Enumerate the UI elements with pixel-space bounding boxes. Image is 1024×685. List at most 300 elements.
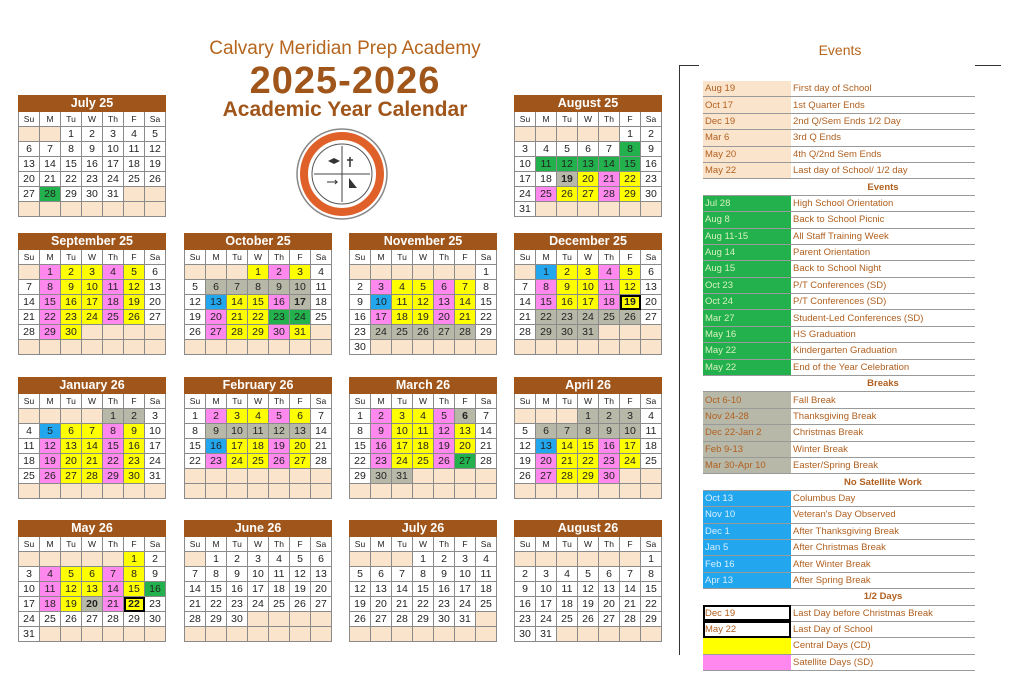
day-cell: 2 bbox=[124, 409, 145, 424]
empty-cell bbox=[82, 409, 103, 424]
weekday-label: Th bbox=[599, 537, 620, 552]
empty-cell bbox=[371, 340, 392, 355]
weekday-label: Sa bbox=[145, 250, 166, 265]
day-cell: 14 bbox=[311, 424, 332, 439]
day-cell: 30 bbox=[227, 612, 248, 627]
day-cell: 28 bbox=[557, 469, 578, 484]
weekday-label: F bbox=[290, 537, 311, 552]
day-cell: 23 bbox=[124, 454, 145, 469]
weekday-label: Su bbox=[350, 537, 371, 552]
event-description: First day of School bbox=[791, 81, 975, 97]
day-cell: 10 bbox=[145, 424, 166, 439]
day-cell: 25 bbox=[557, 612, 578, 627]
day-cell: 18 bbox=[392, 310, 413, 325]
weekday-label: F bbox=[124, 112, 145, 127]
day-cell: 23 bbox=[61, 310, 82, 325]
weekday-label: Th bbox=[103, 394, 124, 409]
day-cell: 3 bbox=[515, 142, 536, 157]
day-cell: 7 bbox=[103, 567, 124, 582]
day-cell: 29 bbox=[536, 325, 557, 340]
day-cell: 2 bbox=[350, 280, 371, 295]
weekday-label: Th bbox=[599, 112, 620, 127]
day-cell: 25 bbox=[599, 310, 620, 325]
day-cell: 18 bbox=[248, 439, 269, 454]
empty-cell bbox=[455, 484, 476, 499]
empty-cell bbox=[641, 202, 662, 217]
day-cell: 17 bbox=[515, 172, 536, 187]
month-calendar bbox=[18, 377, 166, 499]
event-date: Nov 10 bbox=[703, 507, 791, 523]
empty-cell bbox=[641, 627, 662, 642]
empty-cell bbox=[61, 409, 82, 424]
empty-cell bbox=[620, 469, 641, 484]
empty-cell bbox=[434, 469, 455, 484]
event-date: Oct 24 bbox=[703, 294, 791, 310]
empty-cell bbox=[227, 627, 248, 642]
day-cell: 22 bbox=[248, 310, 269, 325]
empty-cell bbox=[19, 127, 40, 142]
weekday-label: Th bbox=[269, 537, 290, 552]
event-date: Aug 11-15 bbox=[703, 228, 791, 244]
empty-cell bbox=[413, 627, 434, 642]
empty-cell bbox=[434, 627, 455, 642]
event-date: Apr 13 bbox=[703, 572, 791, 588]
day-cell: 13 bbox=[536, 439, 557, 454]
day-cell: 8 bbox=[248, 280, 269, 295]
empty-cell bbox=[40, 627, 61, 642]
day-cell: 9 bbox=[124, 424, 145, 439]
weekday-label: Sa bbox=[311, 537, 332, 552]
month-calendar bbox=[18, 520, 166, 642]
day-cell: 25 bbox=[40, 612, 61, 627]
empty-cell bbox=[455, 627, 476, 642]
event-row bbox=[703, 556, 975, 572]
weekday-label: Tu bbox=[557, 394, 578, 409]
day-cell: 16 bbox=[145, 582, 166, 597]
day-cell: 24 bbox=[620, 454, 641, 469]
weekday-label: M bbox=[371, 537, 392, 552]
empty-cell bbox=[145, 627, 166, 642]
day-cell: 21 bbox=[19, 310, 40, 325]
day-cell: 19 bbox=[413, 310, 434, 325]
empty-cell bbox=[350, 265, 371, 280]
empty-cell bbox=[124, 484, 145, 499]
empty-cell bbox=[578, 202, 599, 217]
day-cell: 17 bbox=[145, 439, 166, 454]
day-cell: 12 bbox=[578, 582, 599, 597]
day-cell: 8 bbox=[185, 424, 206, 439]
event-description: 3rd Q Ends bbox=[791, 130, 975, 146]
day-cell: 24 bbox=[248, 597, 269, 612]
day-cell: 26 bbox=[269, 454, 290, 469]
empty-cell bbox=[40, 484, 61, 499]
empty-cell bbox=[82, 340, 103, 355]
school-logo bbox=[295, 127, 389, 221]
day-cell: 12 bbox=[515, 439, 536, 454]
legend-spacer bbox=[703, 589, 791, 605]
event-description: Back to School Picnic bbox=[791, 212, 975, 228]
weekday-label: M bbox=[40, 537, 61, 552]
event-row bbox=[703, 441, 975, 457]
day-cell: 1 bbox=[350, 409, 371, 424]
weekday-label: Sa bbox=[311, 394, 332, 409]
weekday-label: Sa bbox=[145, 394, 166, 409]
day-cell: 8 bbox=[476, 280, 497, 295]
day-cell: 4 bbox=[19, 424, 40, 439]
empty-cell bbox=[599, 325, 620, 340]
day-cell: 30 bbox=[599, 469, 620, 484]
event-date bbox=[703, 638, 791, 654]
day-cell: 9 bbox=[227, 567, 248, 582]
empty-cell bbox=[145, 202, 166, 217]
month-calendar bbox=[18, 233, 166, 355]
day-cell: 26 bbox=[61, 612, 82, 627]
empty-cell bbox=[557, 340, 578, 355]
day-cell: 16 bbox=[434, 582, 455, 597]
day-cell: 1 bbox=[620, 127, 641, 142]
day-cell: 24 bbox=[515, 187, 536, 202]
day-cell: 4 bbox=[392, 280, 413, 295]
empty-cell bbox=[620, 202, 641, 217]
day-cell: 24 bbox=[227, 454, 248, 469]
day-cell: 29 bbox=[350, 469, 371, 484]
event-row bbox=[703, 343, 975, 359]
day-cell: 30 bbox=[515, 627, 536, 642]
empty-cell bbox=[311, 612, 332, 627]
weekday-label: M bbox=[371, 394, 392, 409]
event-date: May 22 bbox=[703, 359, 791, 375]
event-row bbox=[703, 457, 975, 473]
day-cell: 25 bbox=[103, 310, 124, 325]
weekday-label: Su bbox=[19, 112, 40, 127]
empty-cell bbox=[557, 127, 578, 142]
weekday-label: Sa bbox=[476, 250, 497, 265]
empty-cell bbox=[371, 484, 392, 499]
day-cell: 15 bbox=[350, 439, 371, 454]
empty-cell bbox=[311, 340, 332, 355]
weekday-label: Th bbox=[599, 250, 620, 265]
day-cell: 25 bbox=[19, 469, 40, 484]
event-description: 2nd Q/Sem Ends 1/2 Day bbox=[791, 113, 975, 129]
day-cell: 15 bbox=[578, 439, 599, 454]
empty-cell bbox=[413, 340, 434, 355]
day-cell: 22 bbox=[413, 597, 434, 612]
event-date: Dec 1 bbox=[703, 523, 791, 539]
weekday-label: Tu bbox=[557, 250, 578, 265]
day-cell: 18 bbox=[536, 172, 557, 187]
day-cell: 27 bbox=[311, 597, 332, 612]
empty-cell bbox=[371, 627, 392, 642]
event-description: Easter/Spring Break bbox=[791, 457, 975, 473]
day-cell: 20 bbox=[311, 582, 332, 597]
day-cell: 23 bbox=[599, 454, 620, 469]
day-cell: 30 bbox=[82, 187, 103, 202]
month-title: March 26 bbox=[350, 378, 497, 394]
day-cell: 9 bbox=[599, 424, 620, 439]
day-cell: 27 bbox=[641, 310, 662, 325]
weekday-label: Su bbox=[19, 537, 40, 552]
event-date: Aug 8 bbox=[703, 212, 791, 228]
day-cell: 10 bbox=[536, 582, 557, 597]
weekday-label: F bbox=[124, 250, 145, 265]
legend-header-row bbox=[703, 376, 975, 392]
day-cell: 19 bbox=[40, 454, 61, 469]
empty-cell bbox=[641, 484, 662, 499]
weekday-label: F bbox=[620, 112, 641, 127]
day-cell: 4 bbox=[476, 552, 497, 567]
empty-cell bbox=[82, 552, 103, 567]
day-cell: 27 bbox=[19, 187, 40, 202]
event-description: After Winter Break bbox=[791, 556, 975, 572]
day-cell: 21 bbox=[40, 172, 61, 187]
legend-section-header: Events bbox=[791, 179, 975, 195]
day-cell: 15 bbox=[185, 439, 206, 454]
empty-cell bbox=[641, 325, 662, 340]
day-cell: 31 bbox=[392, 469, 413, 484]
day-cell: 26 bbox=[413, 325, 434, 340]
day-cell: 7 bbox=[311, 409, 332, 424]
day-cell: 24 bbox=[103, 172, 124, 187]
legend-header-row bbox=[703, 589, 975, 605]
day-cell: 30 bbox=[641, 187, 662, 202]
day-cell: 31 bbox=[103, 187, 124, 202]
day-cell: 8 bbox=[103, 424, 124, 439]
empty-cell bbox=[185, 552, 206, 567]
empty-cell bbox=[19, 202, 40, 217]
day-cell: 25 bbox=[269, 597, 290, 612]
legend-spacer bbox=[703, 376, 791, 392]
day-cell: 4 bbox=[413, 409, 434, 424]
day-cell: 4 bbox=[641, 409, 662, 424]
day-cell: 28 bbox=[82, 469, 103, 484]
day-cell: 13 bbox=[311, 567, 332, 582]
day-cell: 18 bbox=[641, 439, 662, 454]
calendar-subtitle: Academic Year Calendar bbox=[222, 98, 468, 121]
empty-cell bbox=[269, 484, 290, 499]
weekday-label: F bbox=[620, 537, 641, 552]
empty-cell bbox=[620, 627, 641, 642]
weekday-label: Th bbox=[599, 394, 620, 409]
weekday-label: Tu bbox=[227, 394, 248, 409]
day-cell: 9 bbox=[434, 567, 455, 582]
event-date: Feb 16 bbox=[703, 556, 791, 572]
empty-cell bbox=[206, 484, 227, 499]
day-cell: 2 bbox=[269, 265, 290, 280]
month-title: July 26 bbox=[350, 521, 497, 537]
day-cell: 21 bbox=[227, 310, 248, 325]
day-cell: 6 bbox=[206, 280, 227, 295]
day-cell: 26 bbox=[515, 469, 536, 484]
day-cell: 11 bbox=[536, 157, 557, 172]
day-cell: 20 bbox=[641, 295, 662, 310]
empty-cell bbox=[269, 340, 290, 355]
day-cell: 23 bbox=[227, 597, 248, 612]
event-row bbox=[703, 146, 975, 162]
event-description: 1st Quarter Ends bbox=[791, 97, 975, 113]
day-cell: 2 bbox=[82, 127, 103, 142]
day-cell: 1 bbox=[413, 552, 434, 567]
empty-cell bbox=[599, 484, 620, 499]
day-cell: 5 bbox=[515, 424, 536, 439]
day-cell: 13 bbox=[61, 439, 82, 454]
day-cell: 7 bbox=[455, 280, 476, 295]
empty-cell bbox=[19, 409, 40, 424]
day-cell: 28 bbox=[185, 612, 206, 627]
day-cell: 27 bbox=[578, 187, 599, 202]
day-cell: 31 bbox=[578, 325, 599, 340]
day-cell: 17 bbox=[578, 295, 599, 310]
event-row bbox=[703, 97, 975, 113]
month-title: August 26 bbox=[515, 521, 662, 537]
empty-cell bbox=[311, 325, 332, 340]
day-cell: 2 bbox=[557, 265, 578, 280]
weekday-label: M bbox=[40, 112, 61, 127]
weekday-label: F bbox=[290, 394, 311, 409]
empty-cell bbox=[578, 340, 599, 355]
day-cell: 10 bbox=[248, 567, 269, 582]
empty-cell bbox=[82, 627, 103, 642]
day-cell: 11 bbox=[19, 439, 40, 454]
empty-cell bbox=[455, 340, 476, 355]
event-date: Dec 19 bbox=[703, 113, 791, 129]
weekday-label: Sa bbox=[476, 394, 497, 409]
day-cell: 15 bbox=[536, 295, 557, 310]
day-cell: 3 bbox=[103, 127, 124, 142]
events-legend-table bbox=[703, 81, 975, 671]
day-cell: 9 bbox=[82, 142, 103, 157]
day-cell: 27 bbox=[599, 612, 620, 627]
weekday-label: Tu bbox=[61, 250, 82, 265]
day-cell: 10 bbox=[620, 424, 641, 439]
month-title: February 26 bbox=[185, 378, 332, 394]
legend-section-header: 1/2 Days bbox=[791, 589, 975, 605]
event-date: Dec 22-Jan 2 bbox=[703, 425, 791, 441]
event-description: 4th Q/2nd Sem Ends bbox=[791, 146, 975, 162]
day-cell: 18 bbox=[413, 439, 434, 454]
event-date: Jan 5 bbox=[703, 539, 791, 555]
day-cell: 26 bbox=[145, 172, 166, 187]
empty-cell bbox=[515, 127, 536, 142]
year-title: 2025-2026 bbox=[249, 60, 441, 102]
empty-cell bbox=[248, 627, 269, 642]
day-cell: 12 bbox=[269, 424, 290, 439]
event-row bbox=[703, 638, 975, 654]
event-date: Dec 19 bbox=[703, 605, 791, 621]
event-description: P/T Conferences (SD) bbox=[791, 294, 975, 310]
day-cell: 26 bbox=[290, 597, 311, 612]
day-cell: 5 bbox=[413, 280, 434, 295]
day-cell: 8 bbox=[40, 280, 61, 295]
weekday-label: F bbox=[455, 250, 476, 265]
day-cell: 23 bbox=[641, 172, 662, 187]
weekday-label: W bbox=[82, 537, 103, 552]
day-cell: 10 bbox=[227, 424, 248, 439]
day-cell: 29 bbox=[206, 612, 227, 627]
empty-cell bbox=[103, 340, 124, 355]
day-cell: 8 bbox=[578, 424, 599, 439]
day-cell: 5 bbox=[124, 265, 145, 280]
weekday-label: Th bbox=[434, 394, 455, 409]
day-cell: 12 bbox=[61, 582, 82, 597]
day-cell: 19 bbox=[145, 157, 166, 172]
event-row bbox=[703, 539, 975, 555]
month-title: December 25 bbox=[515, 234, 662, 250]
empty-cell bbox=[248, 340, 269, 355]
day-cell: 29 bbox=[124, 612, 145, 627]
day-cell: 22 bbox=[476, 310, 497, 325]
empty-cell bbox=[557, 409, 578, 424]
weekday-label: Sa bbox=[145, 112, 166, 127]
empty-cell bbox=[578, 127, 599, 142]
day-cell: 4 bbox=[248, 409, 269, 424]
event-description: Veteran's Day Observed bbox=[791, 507, 975, 523]
day-cell: 12 bbox=[557, 157, 578, 172]
day-cell: 23 bbox=[145, 597, 166, 612]
day-cell: 1 bbox=[40, 265, 61, 280]
empty-cell bbox=[185, 627, 206, 642]
day-cell: 17 bbox=[536, 597, 557, 612]
day-cell: 17 bbox=[227, 439, 248, 454]
day-cell: 16 bbox=[515, 597, 536, 612]
event-description: Last day of School/ 1/2 day bbox=[791, 162, 975, 178]
day-cell: 6 bbox=[290, 409, 311, 424]
day-cell: 21 bbox=[599, 172, 620, 187]
weekday-label: W bbox=[248, 394, 269, 409]
day-cell: 18 bbox=[40, 597, 61, 612]
empty-cell bbox=[557, 202, 578, 217]
month-calendar bbox=[349, 520, 497, 642]
day-cell: 19 bbox=[515, 454, 536, 469]
day-cell: 1 bbox=[476, 265, 497, 280]
day-cell: 23 bbox=[350, 325, 371, 340]
day-cell: 10 bbox=[392, 424, 413, 439]
day-cell: 7 bbox=[620, 567, 641, 582]
day-cell: 9 bbox=[350, 295, 371, 310]
day-cell: 5 bbox=[40, 424, 61, 439]
day-cell: 28 bbox=[599, 187, 620, 202]
day-cell: 12 bbox=[185, 295, 206, 310]
day-cell: 22 bbox=[61, 172, 82, 187]
empty-cell bbox=[392, 552, 413, 567]
day-cell: 7 bbox=[476, 409, 497, 424]
day-cell: 17 bbox=[19, 597, 40, 612]
day-cell: 6 bbox=[536, 424, 557, 439]
empty-cell bbox=[620, 325, 641, 340]
day-cell: 11 bbox=[641, 424, 662, 439]
day-cell: 4 bbox=[124, 127, 145, 142]
day-cell: 11 bbox=[557, 582, 578, 597]
empty-cell bbox=[599, 202, 620, 217]
empty-cell bbox=[82, 484, 103, 499]
day-cell: 20 bbox=[290, 439, 311, 454]
day-cell: 14 bbox=[455, 295, 476, 310]
day-cell: 1 bbox=[103, 409, 124, 424]
day-cell: 18 bbox=[124, 157, 145, 172]
day-cell: 9 bbox=[206, 424, 227, 439]
day-cell: 6 bbox=[61, 424, 82, 439]
empty-cell bbox=[536, 127, 557, 142]
empty-cell bbox=[290, 627, 311, 642]
day-cell: 16 bbox=[269, 295, 290, 310]
day-cell: 4 bbox=[311, 265, 332, 280]
empty-cell bbox=[40, 127, 61, 142]
empty-cell bbox=[206, 340, 227, 355]
day-cell: 11 bbox=[124, 142, 145, 157]
weekday-label: M bbox=[371, 250, 392, 265]
empty-cell bbox=[392, 265, 413, 280]
empty-cell bbox=[206, 469, 227, 484]
day-cell: 24 bbox=[392, 454, 413, 469]
